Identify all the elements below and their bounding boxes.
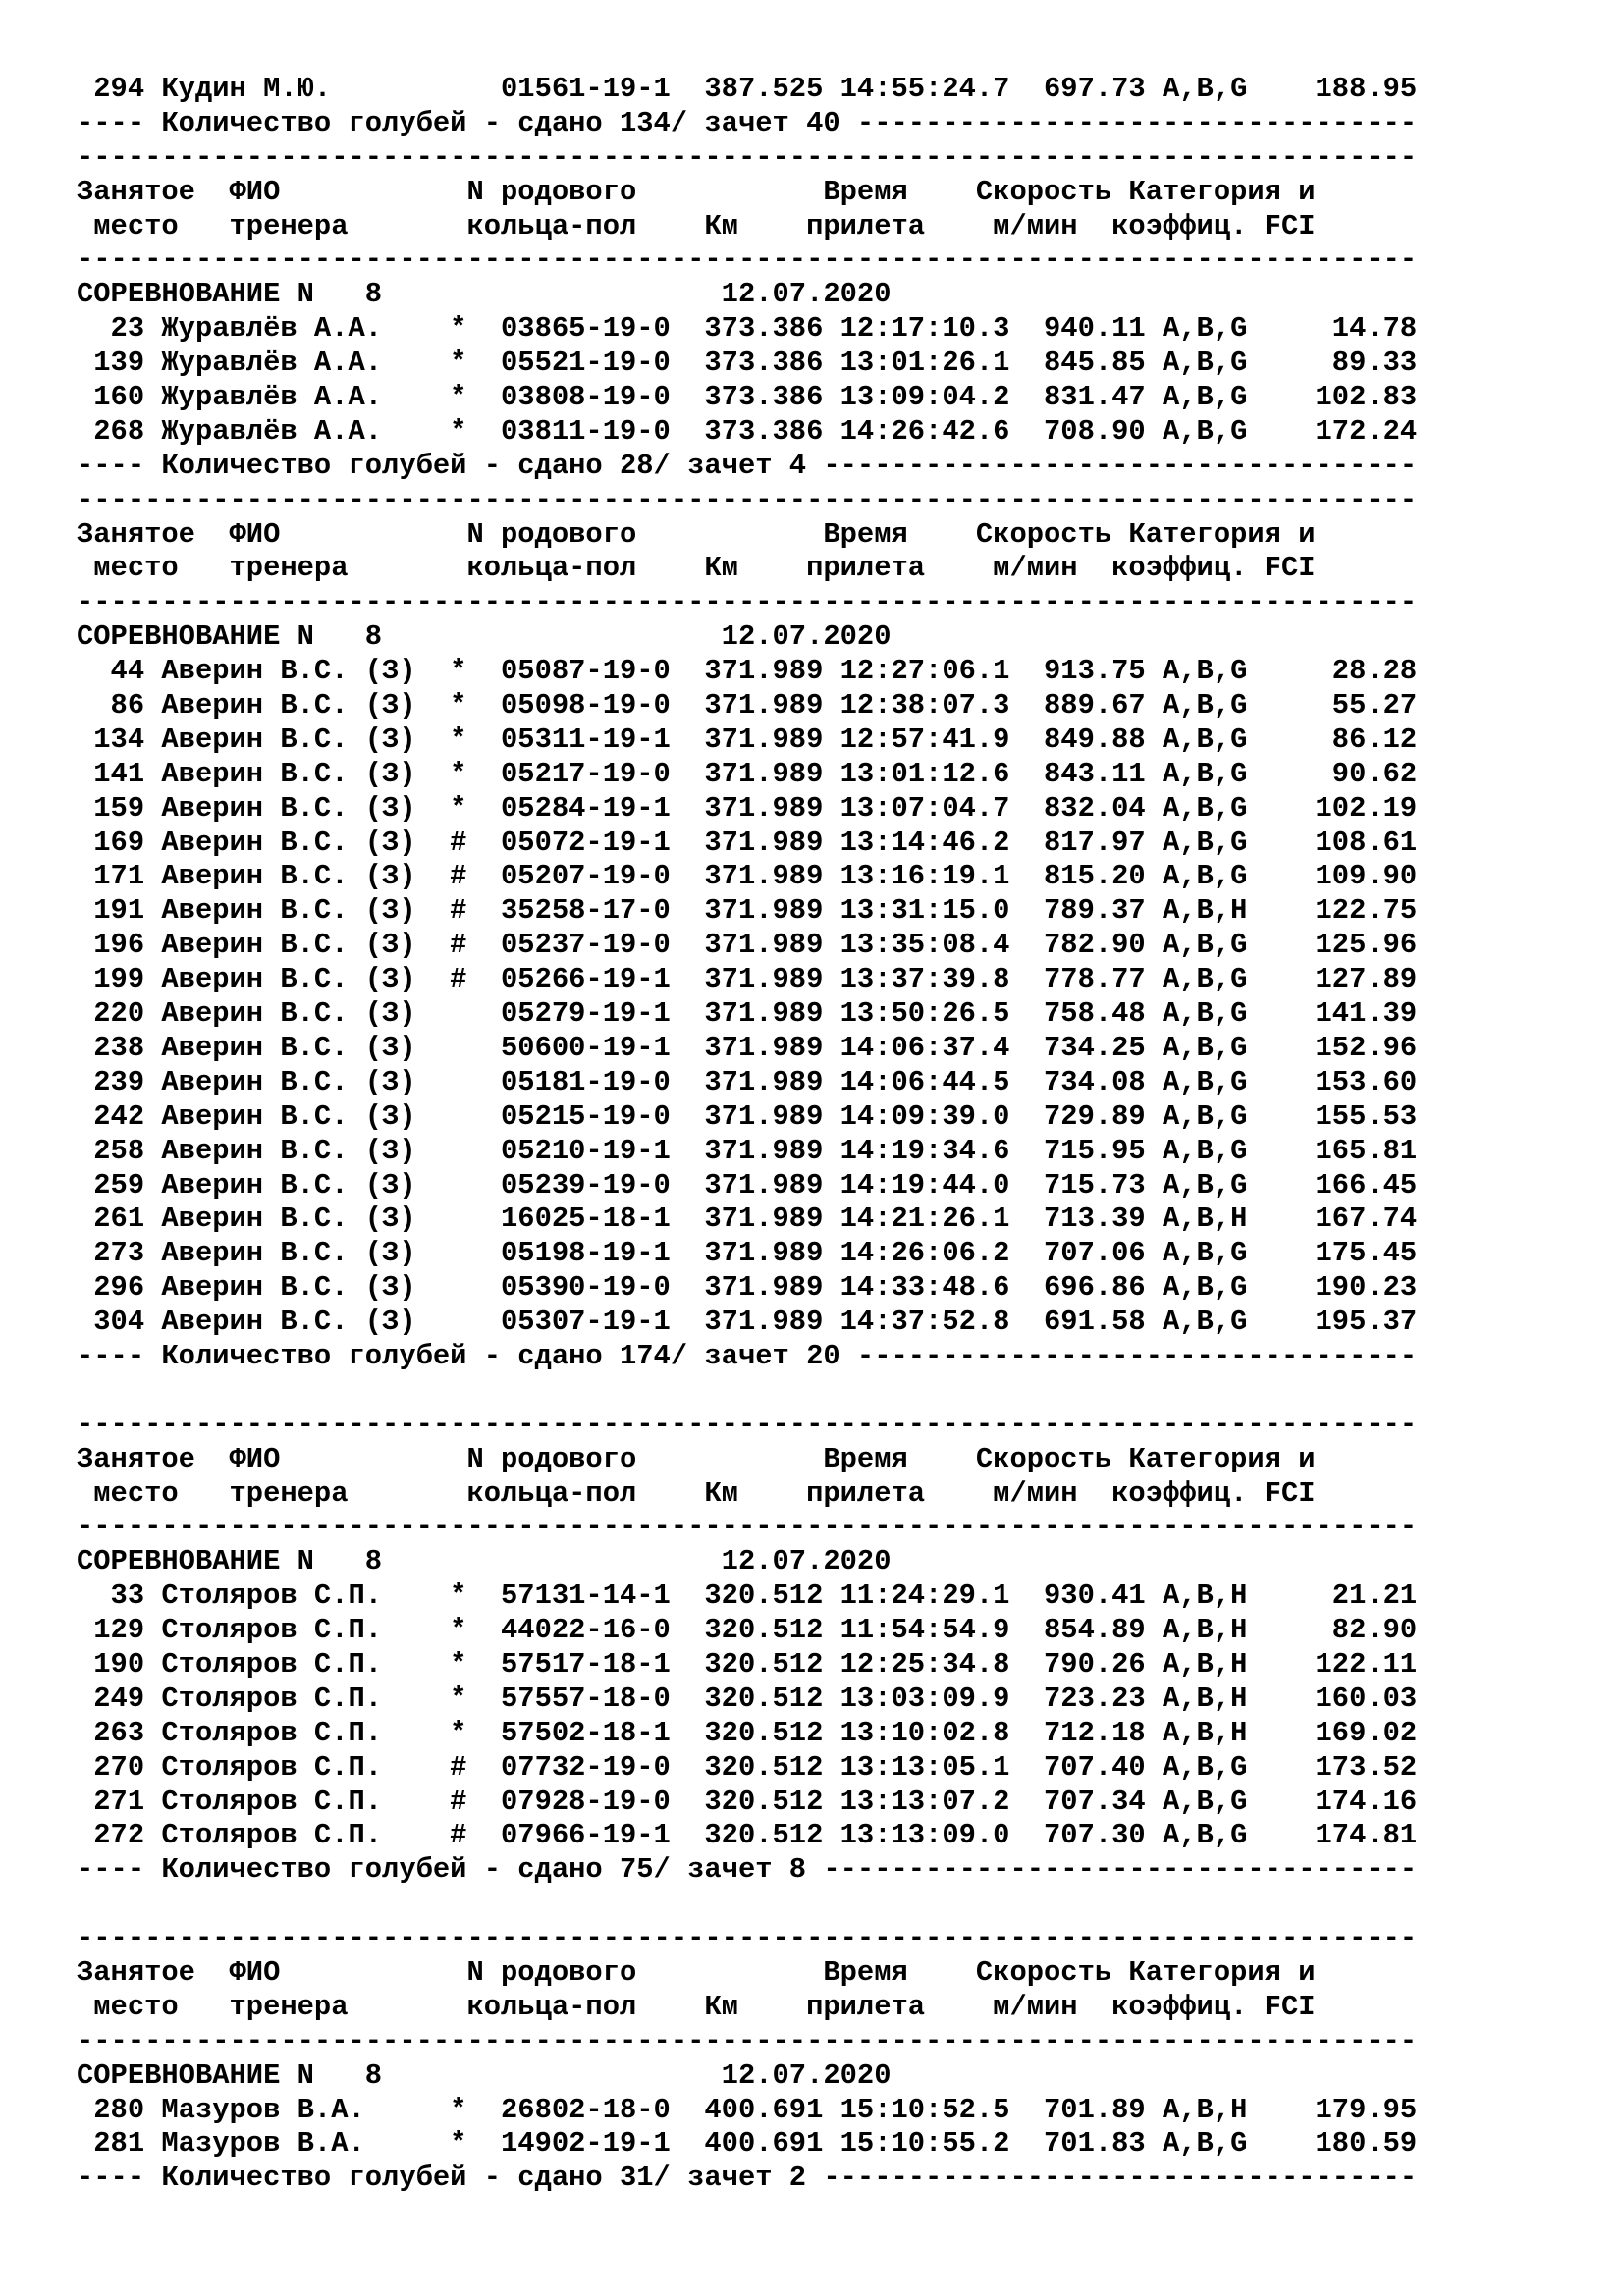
result-row: 280 Мазуров В.А. * 26802-18-0 400.691 15:10:52.5 701.89 A,B,H 179.95 [77,2093,1418,2126]
separator-line: ------------------------------------------------------------------------------- [77,140,1418,174]
section-summary: ---- Количество голубей - сдано 31/ зачет 2 ----------------------------------- [77,2162,1418,2195]
result-row: 258 Аверин В.С. (З) 05210-19-1 371.989 14:19:34.6 715.95 A,B,G 165.81 [77,1134,1418,1167]
table-header-row-2: место тренера кольца-пол Км прилета м/мин коэффиц. FCI [77,552,1316,585]
result-row: 190 Столяров С.П. * 57517-18-1 320.512 12:25:34.8 790.26 A,B,H 122.11 [77,1647,1418,1681]
result-row: 249 Столяров С.П. * 57557-18-0 320.512 13:03:09.9 723.23 A,B,H 160.03 [77,1682,1418,1715]
result-row: 199 Аверин В.С. (З) # 05266-19-1 371.989 13:37:39.8 778.77 A,B,G 127.89 [77,963,1418,996]
result-row: 33 Столяров С.П. * 57131-14-1 320.512 11:24:29.1 930.41 A,B,H 21.21 [77,1579,1418,1613]
result-row: 141 Аверин В.С. (З) * 05217-19-0 371.989 13:01:12.6 843.11 A,B,G 90.62 [77,757,1418,790]
result-row: 239 Аверин В.С. (З) 05181-19-0 371.989 14:06:44.5 734.08 A,B,G 153.60 [77,1065,1418,1098]
separator-line: ------------------------------------------------------------------------------- [77,1408,1418,1441]
result-row: 294 Кудин М.Ю. 01561-19-1 387.525 14:55:24.7 697.73 A,B,G 188.95 [77,73,1418,105]
section-summary: ---- Количество голубей - сдано 75/ зачет 8 ----------------------------------- [77,1853,1418,1887]
result-row: 296 Аверин В.С. (З) 05390-19-0 371.989 14:33:48.6 696.86 A,B,G 190.23 [77,1271,1418,1305]
result-row: 139 Журавлёв А.А. * 05521-19-0 373.386 13:01:26.1 845.85 A,B,G 89.33 [77,347,1418,380]
result-row: 220 Аверин В.С. (З) 05279-19-1 371.989 13:50:26.5 758.48 A,B,G 141.39 [77,997,1418,1031]
result-row: 259 Аверин В.С. (З) 05239-19-0 371.989 14:19:44.0 715.73 A,B,G 166.45 [77,1168,1418,1201]
result-row: 238 Аверин В.С. (З) 50600-19-1 371.989 14:06:37.4 734.25 A,B,G 152.96 [77,1031,1418,1064]
result-row: 134 Аверин В.С. (З) * 05311-19-1 371.989 12:57:41.9 849.88 A,B,G 86.12 [77,722,1418,756]
table-header-row-2: место тренера кольца-пол Км прилета м/мин коэффиц. FCI [77,1476,1316,1510]
result-row: 191 Аверин В.С. (З) # 35258-17-0 371.989 13:31:15.0 789.37 A,B,H 122.75 [77,894,1418,928]
competition-title: СОРЕВНОВАНИЕ N 8 12.07.2020 [77,278,892,311]
competition-title: СОРЕВНОВАНИЕ N 8 12.07.2020 [77,2058,892,2092]
table-header-row-1: Занятое ФИО N родового Время Скорость Категория и [77,517,1316,551]
blank-line [77,1374,1417,1409]
result-row: 169 Аверин В.С. (З) # 05072-19-1 371.989 13:14:46.2 817.97 A,B,G 108.61 [77,826,1418,859]
result-row: 304 Аверин В.С. (З) 05307-19-1 371.989 14:37:52.8 691.58 A,B,G 195.37 [77,1306,1418,1339]
table-header-row-1: Занятое ФИО N родового Время Скорость Категория и [77,1955,1316,1989]
result-row: 23 Журавлёв А.А. * 03865-19-0 373.386 12:17:10.3 940.11 A,B,G 14.78 [77,312,1418,346]
competition-title: СОРЕВНОВАНИЕ N 8 12.07.2020 [77,620,892,654]
result-row: 159 Аверин В.С. (З) * 05284-19-1 371.989 13:07:04.7 832.04 A,B,G 102.19 [77,791,1418,825]
competition-title: СОРЕВНОВАНИЕ N 8 12.07.2020 [77,1545,892,1578]
separator-line: ------------------------------------------------------------------------------- [77,2024,1418,2057]
result-row: 160 Журавлёв А.А. * 03808-19-0 373.386 13:09:04.2 831.47 A,B,G 102.83 [77,381,1418,414]
section-summary: ---- Количество голубей - сдано 134/ зачет 40 --------------------------------- [77,106,1418,139]
separator-line: ------------------------------------------------------------------------------- [77,1511,1418,1544]
table-header-row-2: место тренера кольца-пол Км прилета м/мин коэффиц. FCI [77,209,1316,242]
result-row: 44 Аверин В.С. (З) * 05087-19-0 371.989 12:27:06.1 913.75 A,B,G 28.28 [77,655,1418,688]
table-header-row-2: место тренера кольца-пол Км прилета м/мин коэффиц. FCI [77,1990,1316,2023]
result-row: 273 Аверин В.С. (З) 05198-19-1 371.989 14:26:06.2 707.06 A,B,G 175.45 [77,1237,1418,1270]
result-row: 196 Аверин В.С. (З) # 05237-19-0 371.989 13:35:08.4 782.90 A,B,G 125.96 [77,929,1418,962]
separator-line: ------------------------------------------------------------------------------- [77,1922,1418,1955]
result-row: 242 Аверин В.С. (З) 05215-19-0 371.989 14:09:39.0 729.89 A,B,G 155.53 [77,1099,1418,1133]
section-summary: ---- Количество голубей - сдано 174/ зачет 20 --------------------------------- [77,1339,1418,1372]
result-row: 270 Столяров С.П. # 07732-19-0 320.512 13:13:05.1 707.40 A,B,G 173.52 [77,1750,1418,1784]
result-row: 86 Аверин В.С. (З) * 05098-19-0 371.989 12:38:07.3 889.67 A,B,G 55.27 [77,689,1418,722]
result-row: 129 Столяров С.П. * 44022-16-0 320.512 11:54:54.9 854.89 A,B,H 82.90 [77,1614,1418,1647]
table-header-row-1: Занятое ФИО N родового Время Скорость Категория и [77,1442,1316,1475]
result-row: 171 Аверин В.С. (З) # 05207-19-0 371.989 13:16:19.1 815.20 A,B,G 109.90 [77,860,1418,893]
result-row: 268 Журавлёв А.А. * 03811-19-0 373.386 14:26:42.6 708.90 A,B,G 172.24 [77,414,1418,448]
blank-line [77,1888,1417,1922]
result-row: 263 Столяров С.П. * 57502-18-1 320.512 13:10:02.8 712.18 A,B,H 169.02 [77,1716,1418,1749]
separator-line: ------------------------------------------------------------------------------- [77,243,1418,277]
separator-line: ------------------------------------------------------------------------------- [77,586,1418,619]
result-row: 271 Столяров С.П. # 07928-19-0 320.512 13:13:07.2 707.34 A,B,G 174.16 [77,1785,1418,1818]
separator-line: ------------------------------------------------------------------------------- [77,483,1418,516]
section-summary: ---- Количество голубей - сдано 28/ зачет 4 ----------------------------------- [77,449,1418,482]
result-row: 272 Столяров С.П. # 07966-19-1 320.512 13:13:09.0 707.30 A,B,G 174.81 [77,1819,1418,1852]
table-header-row-1: Занятое ФИО N родового Время Скорость Категория и [77,175,1316,208]
race-results-document [77,73,1417,2196]
result-row: 281 Мазуров В.А. * 14902-19-1 400.691 15:10:55.2 701.83 A,B,G 180.59 [77,2127,1418,2161]
result-row: 261 Аверин В.С. (З) 16025-18-1 371.989 14:21:26.1 713.39 A,B,H 167.74 [77,1202,1418,1236]
